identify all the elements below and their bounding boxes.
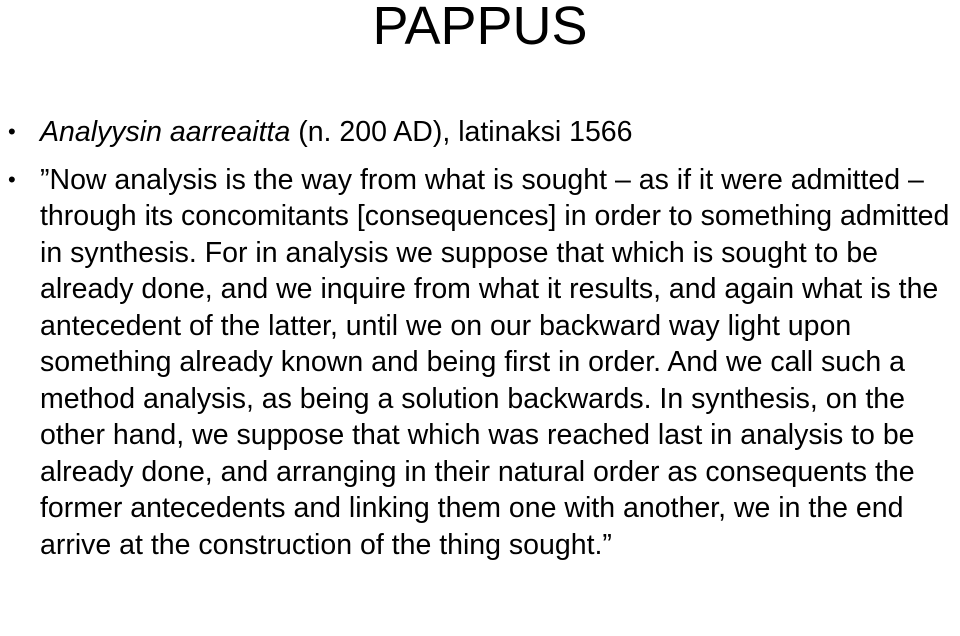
bullet-list bbox=[0, 114, 960, 563]
quote-text: ”Now analysis is the way from what is sought – as if it were admitted – through its concomitants [consequences] in order to something admitted in synthesis. For in analysis we suppose that which is sought to be already done, and we inquire from what it results, and again what is the antecedent of the latter, until we on our backward way light upon something already known and being first in order. And we call such a method analysis, as being a solution backwards. In synthesis, on the other hand, we suppose that which was reached last in analysis to be already done, and arranging in their natural order as consequents the former antecedents and linking them one with another, we in the end arrive at the construction of the thing sought.” bbox=[40, 163, 950, 561]
slide-title: PAPPUS bbox=[372, 0, 588, 56]
bullet-icon: • bbox=[8, 119, 16, 144]
bullet-item-quote bbox=[0, 162, 960, 564]
bullet-icon: • bbox=[8, 166, 16, 192]
source-details: (n. 200 AD), latinaksi 1566 bbox=[290, 116, 633, 148]
bullet-item-source bbox=[0, 114, 960, 151]
book-title: Analyysin aarreaitta bbox=[40, 116, 291, 148]
